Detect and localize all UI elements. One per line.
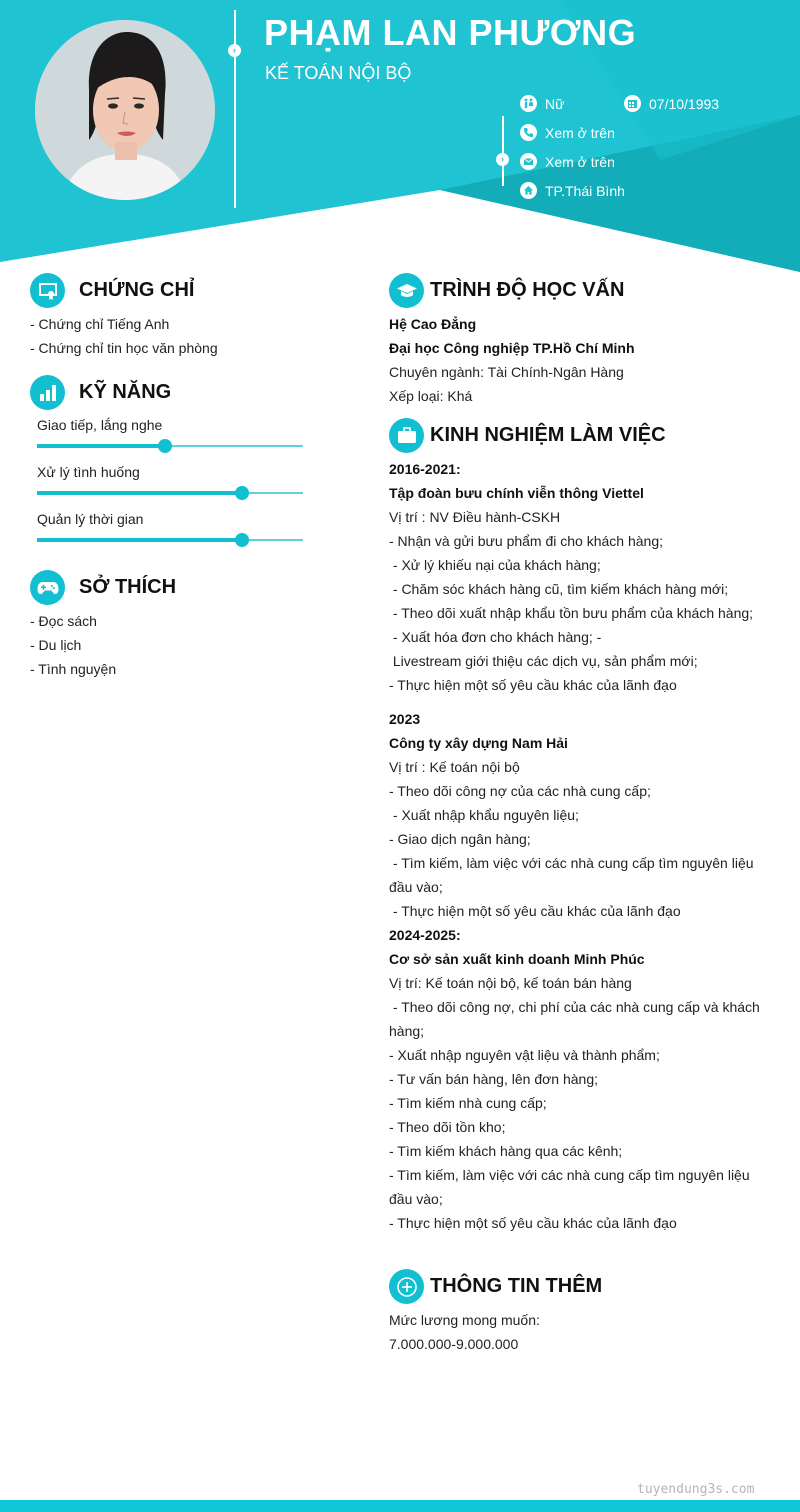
candidate-name: PHẠM LAN PHƯƠNG bbox=[264, 12, 637, 53]
skill-label: Giao tiếp, lắng nghe bbox=[37, 417, 163, 433]
mail-icon bbox=[520, 153, 537, 170]
education-heading bbox=[389, 273, 624, 308]
skills-title: KỸ NĂNG bbox=[79, 381, 172, 403]
job-detail: Vị trí: Kế toán nội bộ, kế toán bán hàng bbox=[389, 975, 632, 991]
job-detail: - Theo dõi công nợ của các nhà cung cấp; bbox=[389, 783, 651, 799]
job-detail: - Tìm kiếm khách hàng qua các kênh; bbox=[389, 1143, 623, 1159]
job-detail: Vị trí : Kế toán nội bộ bbox=[389, 759, 520, 775]
graduation-cap-icon bbox=[389, 273, 424, 308]
job-company: Công ty xây dựng Nam Hải bbox=[389, 735, 568, 751]
additional-info-title: THÔNG TIN THÊM bbox=[430, 1275, 603, 1297]
certificate-item: - Chứng chỉ tin học văn phòng bbox=[30, 340, 218, 356]
birthdate-value: 07/10/1993 bbox=[649, 95, 720, 112]
phone-value: Xem ở trên bbox=[545, 124, 615, 141]
address-value: TP.Thái Bình bbox=[545, 182, 625, 199]
job-detail: - Theo dõi tồn kho; bbox=[389, 1119, 506, 1135]
skill-bar-fill bbox=[37, 491, 242, 495]
skill-bar bbox=[37, 492, 303, 494]
skill-bar bbox=[37, 445, 303, 447]
gender-value: Nữ bbox=[545, 95, 565, 112]
hobby-item: - Du lịch bbox=[30, 637, 82, 653]
birthdate-info bbox=[624, 95, 719, 112]
job-detail: - Chăm sóc khách hàng cũ, tìm kiếm khách hàng mới; bbox=[389, 581, 729, 597]
hobby-item: - Đọc sách bbox=[30, 613, 97, 629]
email-value: Xem ở trên bbox=[545, 153, 615, 170]
calendar-icon bbox=[624, 95, 641, 112]
contact-divider-line bbox=[502, 116, 504, 186]
watermark: tuyendung3s.com bbox=[637, 1482, 755, 1497]
home-icon bbox=[520, 182, 537, 199]
education-grade: Xếp loại: Khá bbox=[389, 388, 473, 404]
job-detail: đầu vào; bbox=[389, 1191, 443, 1207]
job-detail: - Tìm kiếm, làm việc với các nhà cung cấp tìm nguyên liệu bbox=[389, 1167, 750, 1183]
expected-salary-value: 7.000.000-9.000.000 bbox=[389, 1336, 519, 1352]
job-title: KẾ TOÁN NỘI BỘ bbox=[265, 63, 412, 83]
education-level: Hệ Cao Đẳng bbox=[389, 316, 477, 332]
job-detail: - Tư vấn bán hàng, lên đơn hàng; bbox=[389, 1071, 598, 1087]
job-detail: - Xuất nhập nguyên vật liệu và thành phẩm; bbox=[389, 1047, 660, 1063]
job-detail: - Xuất hóa đơn cho khách hàng; - bbox=[389, 629, 602, 645]
job-detail: đầu vào; bbox=[389, 879, 443, 895]
experience-title: KINH NGHIỆM LÀM VIỆC bbox=[430, 424, 666, 446]
plus-circle-icon bbox=[389, 1269, 424, 1304]
briefcase-icon bbox=[389, 418, 424, 453]
skill-bar-knob bbox=[158, 439, 172, 453]
experience-heading bbox=[389, 418, 666, 453]
job-period: 2023 bbox=[389, 711, 421, 727]
education-title: TRÌNH ĐỘ HỌC VẤN bbox=[430, 279, 625, 301]
skill-bar-knob bbox=[235, 486, 249, 500]
job-company: Cơ sở sản xuất kinh doanh Minh Phúc bbox=[389, 951, 645, 967]
gamepad-icon bbox=[30, 570, 65, 605]
job-company: Tập đoàn bưu chính viễn thông Viettel bbox=[389, 485, 644, 501]
skill-bar-fill bbox=[37, 444, 165, 448]
job-period: 2024-2025: bbox=[389, 927, 461, 943]
header-divider-line bbox=[234, 10, 236, 208]
job-detail: hàng; bbox=[389, 1023, 425, 1039]
gender-info bbox=[520, 95, 564, 112]
email-info bbox=[520, 153, 615, 170]
job-detail: - Theo dõi xuất nhập khẩu tồn bưu phẩm của khách hàng; bbox=[389, 605, 754, 621]
education-school: Đại học Công nghiệp TP.Hồ Chí Minh bbox=[389, 340, 635, 356]
certificates-heading bbox=[30, 273, 194, 308]
job-detail: - Nhận và gửi bưu phẩm đi cho khách hàng; bbox=[389, 533, 664, 549]
avatar bbox=[35, 20, 215, 200]
chevron-right-icon: › bbox=[228, 44, 241, 57]
bar-chart-icon bbox=[30, 375, 65, 410]
job-detail: - Thực hiện một số yêu cầu khác của lãnh đạo bbox=[389, 903, 681, 919]
skills-heading bbox=[30, 375, 171, 410]
phone-info bbox=[520, 124, 615, 141]
skill-bar-fill bbox=[37, 538, 242, 542]
chevron-right-icon: › bbox=[496, 153, 509, 166]
certificate-item: - Chứng chỉ Tiếng Anh bbox=[30, 316, 170, 332]
job-detail: - Xuất nhập khẩu nguyên liệu; bbox=[389, 807, 579, 823]
expected-salary-label: Mức lương mong muốn: bbox=[389, 1312, 540, 1328]
job-detail: - Tìm kiếm, làm việc với các nhà cung cấp tìm nguyên liệu bbox=[389, 855, 754, 871]
portrait-illustration bbox=[35, 20, 215, 200]
job-detail: - Theo dõi công nợ, chi phí của các nhà cung cấp và khách bbox=[389, 999, 760, 1015]
hobbies-heading bbox=[30, 570, 176, 605]
certificates-title: CHỨNG CHỈ bbox=[79, 279, 195, 301]
job-detail: Vị trí : NV Điều hành-CSKH bbox=[389, 509, 561, 525]
job-detail: - Xử lý khiếu nại của khách hàng; bbox=[389, 557, 601, 573]
skill-label: Xử lý tình huống bbox=[37, 464, 140, 480]
additional-info-heading bbox=[389, 1269, 602, 1304]
skill-bar-knob bbox=[235, 533, 249, 547]
address-info bbox=[520, 182, 625, 199]
hobbies-title: SỞ THÍCH bbox=[79, 576, 177, 598]
job-detail: - Tìm kiếm nhà cung cấp; bbox=[389, 1095, 547, 1111]
skill-label: Quản lý thời gian bbox=[37, 511, 144, 527]
hobby-item: - Tình nguyện bbox=[30, 661, 117, 677]
skill-bar bbox=[37, 539, 303, 541]
footer-bar bbox=[0, 1500, 800, 1512]
job-detail: - Thực hiện một số yêu cầu khác của lãnh đạo bbox=[389, 677, 677, 693]
education-major: Chuyên ngành: Tài Chính-Ngân Hàng bbox=[389, 364, 624, 380]
job-detail: - Thực hiện một số yêu cầu khác của lãnh đạo bbox=[389, 1215, 677, 1231]
job-detail: Livestream giới thiệu các dịch vụ, sản phẩm mới; bbox=[389, 653, 698, 669]
job-detail: - Giao dịch ngân hàng; bbox=[389, 831, 531, 847]
phone-icon bbox=[520, 124, 537, 141]
gender-icon bbox=[520, 95, 537, 112]
job-period: 2016-2021: bbox=[389, 461, 461, 477]
certificate-icon bbox=[30, 273, 65, 308]
